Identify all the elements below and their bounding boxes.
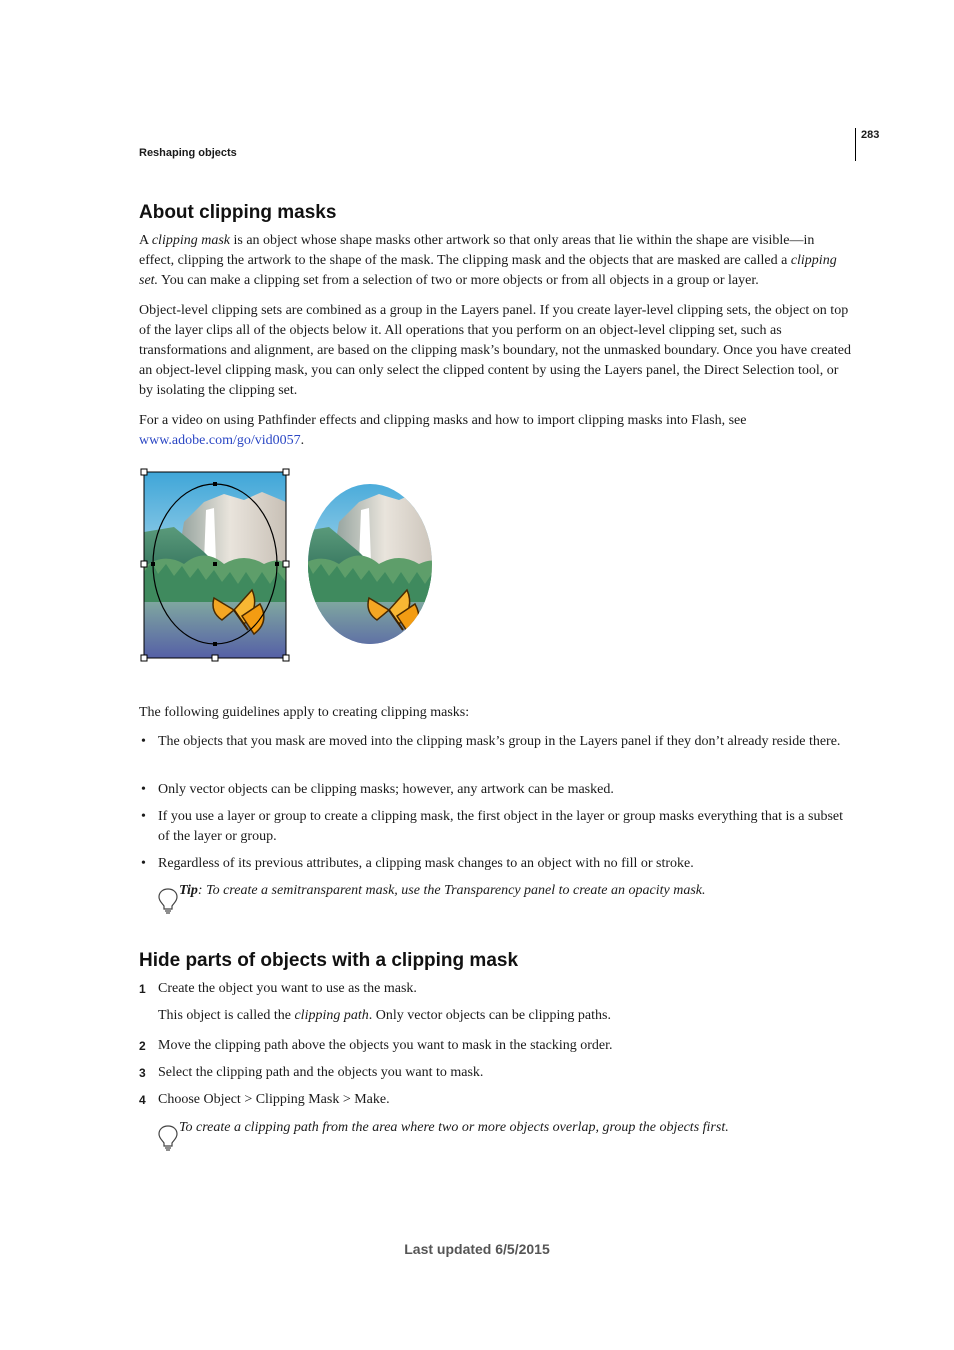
lightbulb-icon [158,1124,178,1152]
paragraph-video: For a video on using Pathfinder effects and clipping masks and how to import clipping masks into Flash, see www.adobe.com/go/vid0057. [139,413,747,448]
section-title-hide-parts: Hide parts of objects with a clipping mask [139,950,519,971]
step-2: 2 Move the clipping path above the objects you want to mask in the stacking order. [139,1038,613,1053]
running-head: Reshaping objects [139,147,237,159]
lightbulb-icon [158,887,178,915]
step-3: 3 Select the clipping path and the objects you want to mask. [139,1065,484,1080]
list-item: • Regardless of its previous attributes, a clipping mask changes to an object with no fill or stroke. [141,856,694,871]
step-1-note: This object is called the clipping path. Only vector objects can be clipping paths. [158,1008,611,1023]
step-1: 1 Create the object you want to use as the mask. [139,981,417,996]
paragraph-object-level: Object-level clipping sets are combined as a group in the Layers panel. If you create layer-level clipping sets, the object on top of the layer clips all of the objects below it. All operations that you perform on an object-level clipping set, such as transformations and alignment, are based on the clipping mask’s boundary, not the unmasked boundary. Once you have created an object-level clipping mask, you can only select the clipped content by using the Layers panel, the Direct Selection tool, or by isolating the clipping set. [139,303,851,398]
last-updated: Last updated 6/5/2015 [404,1241,550,1257]
header-rule [855,128,856,161]
section-title-about-clipping-masks: About clipping masks [139,202,337,223]
clipping-mask-illustration [138,464,438,664]
step-4: 4 Choose Object > Clipping Mask > Make. [139,1092,390,1107]
list-item: • Only vector objects can be clipping masks; however, any artwork can be masked. [141,782,614,797]
tip-overlap-clipping-path: To create a clipping path from the area where two or more objects overlap, group the objects first. [179,1120,729,1135]
video-link[interactable]: www.adobe.com/go/vid0057 [139,433,301,448]
page-number: 283 [861,129,880,141]
guidelines-intro: The following guidelines apply to creating clipping masks: [139,705,470,720]
list-item: • If you use a layer or group to create a clipping mask, the first object in the layer or group masks everything that is a subset of the layer or group. [141,809,844,844]
list-item: • The objects that you mask are moved into the clipping mask’s group in the Layers panel if they don’t already reside there. [141,734,841,749]
paragraph-definition: A clipping mask is an object whose shape masks other artwork so that only areas that lie within the shape are visible—in effect, clipping the artwork to the shape of the mask. The clipping mask and the objects that are masked are called a clipping set. You can make a clipping set from a selection of two or more objects or from all objects in a group or layer. [139,233,837,288]
tip-semitransparent-mask: Tip: To create a semitransparent mask, use the Transparency panel to create an opacity mask. [179,883,706,898]
